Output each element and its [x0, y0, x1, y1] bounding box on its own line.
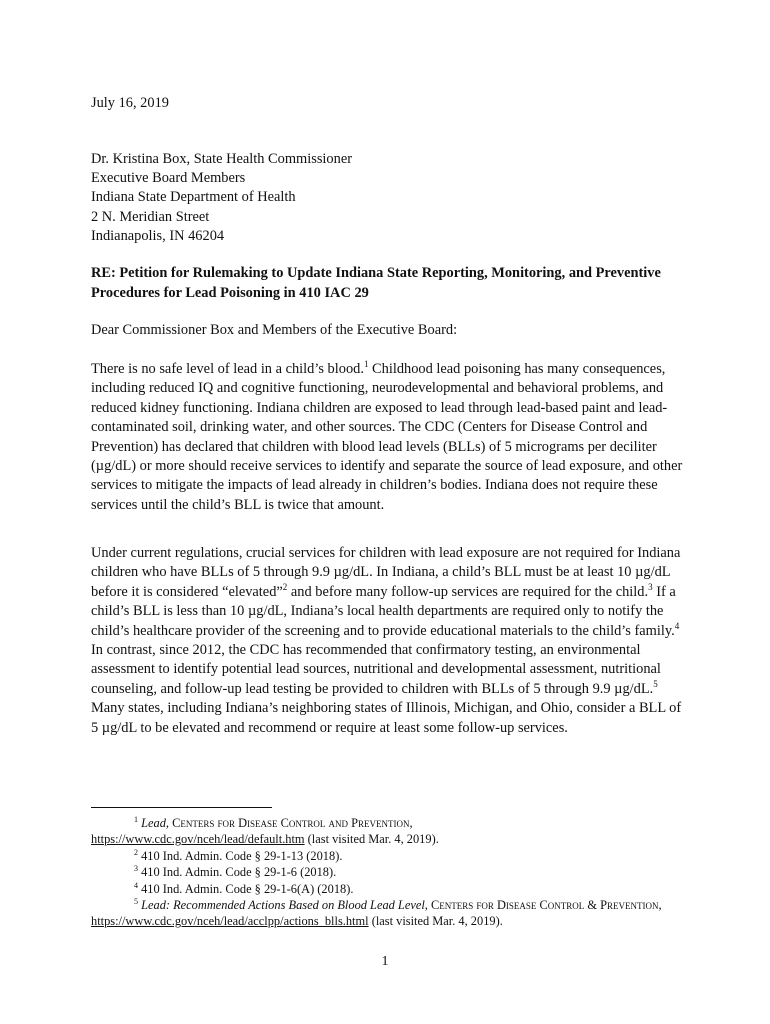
footnote-4 [91, 881, 691, 897]
recipient-address [91, 150, 352, 246]
footnote-3 [91, 864, 691, 880]
footnote-number: 4 [134, 880, 138, 890]
paragraph-text: If a child’s BLL is less than 10 µg/dL, Indiana’s local health departments are required only to notify the child’s healthcare provider of the screening and to provide educational materials to the child’s family. [91, 583, 676, 639]
footnote-2 [91, 848, 691, 864]
subject-line: RE: Petition for Rulemaking to Update Indiana State Reporting, Monitoring, and Preventive Procedures for Lead Poisoning in 410 IAC 29 [91, 265, 661, 301]
paragraph-text: and before many follow-up services are required for the child. [287, 583, 649, 600]
paragraph-text: Under current regulations, crucial services for children with lead exposure are not required for Indiana children who have BLLs of 5 through 9.9 µg/dL. In Indiana, a child’s BLL must be at least 10 µg/dL before it is considered “elevated” [91, 545, 681, 600]
footnote-number: 1 [134, 814, 138, 824]
paragraph-text: Childhood lead poisoning has many consequences, including reduced IQ and cognitive functioning, neurodevelopmental and behavioral problems, and reduced kidney functioning. Indiana children are exposed to lead through lead-based paint and lead-contaminated soil, drinking water, and other sources. The CDC (Centers for Disease Control and Prevention) has declared that children with blood lead levels (BLLs) of 5 micrograms per deciliter (µg/dL) or more should receive services to identify and separate the source of lead exposure, and other services to mitigate the impacts of lead already in children’s bodies. Indiana does not require these services until the child’s BLL is twice that amount. [91, 361, 683, 513]
paragraph-text: In contrast, since 2012, the CDC has recommended that confirmatory testing, an environmental assessment to identify potential lead sources, nutritional and developmental assessment, nutritional counseling, and follow-up lead testing be provided to children with BLLs of 5 through 9.9 µg/dL. [91, 642, 661, 697]
footnote-ref[interactable]: 3 [648, 582, 653, 593]
address-line: Executive Board Members [91, 170, 246, 187]
paragraph-text: Many states, including Indiana’s neighboring states of Illinois, Michigan, and Ohio, consider a BLL of 5 µg/dL to be elevated and recommend or require at least some follow-up services. [91, 700, 682, 736]
footnotes [91, 815, 691, 930]
footnote-text: (last visited Mar. 4, 2019). [368, 914, 503, 929]
footnote-ref[interactable]: 5 [653, 679, 658, 690]
footnote-link[interactable]: https://www.cdc.gov/nceh/lead/acclpp/actions_blls.html [91, 914, 369, 929]
address-line: 2 N. Meridian Street [91, 208, 210, 225]
footnote-separator: , [424, 898, 431, 913]
footnote-separator: , [409, 816, 413, 830]
letter-date: July 16, 2019 [91, 95, 169, 111]
footnote-separator: , [658, 898, 662, 913]
footnote-source: Centers for Disease Control & Prevention [430, 898, 659, 913]
page-number: 1 [381, 954, 389, 969]
footnote-text: 410 Ind. Admin. Code § 29-1-6(A) (2018). [138, 881, 354, 896]
address-line: Indianapolis, IN 46204 [91, 227, 225, 244]
body-paragraph-1 [91, 360, 691, 515]
footnote-divider [91, 807, 272, 808]
footnote-number: 3 [134, 864, 138, 874]
footnote-text: 410 Ind. Admin. Code § 29-1-13 (2018). [138, 848, 343, 863]
footnote-ref[interactable]: 2 [282, 582, 288, 593]
footnote-number: 2 [134, 847, 138, 857]
footnote-text: (last visited Mar. 4, 2019). [304, 832, 439, 847]
body-paragraph-2 [91, 544, 691, 738]
footnote-source: Centers for Disease Control and Prevention [172, 816, 410, 830]
footnote-title: Lead: Recommended Actions Based on Blood Lead Level [141, 898, 425, 913]
footnote-5 [91, 897, 691, 930]
address-line: Dr. Kristina Box, State Health Commissioner [91, 151, 353, 167]
address-line: Indiana State Department of Health [91, 189, 296, 206]
salutation: Dear Commissioner Box and Members of the Executive Board: [91, 322, 458, 338]
footnote-text: 410 Ind. Admin. Code § 29-1-6 (2018). [138, 865, 337, 880]
footnote-link[interactable]: https://www.cdc.gov/nceh/lead/default.htm [91, 832, 305, 847]
footnote-title: Lead [141, 816, 166, 830]
footnote-number: 5 [134, 896, 138, 906]
footnote-ref[interactable]: 1 [363, 359, 369, 370]
footnote-separator: , [165, 816, 173, 830]
paragraph-text: There is no safe level of lead in a child’s blood. [91, 361, 364, 377]
footnote-ref[interactable]: 4 [674, 620, 680, 631]
footnote-1 [91, 815, 691, 848]
